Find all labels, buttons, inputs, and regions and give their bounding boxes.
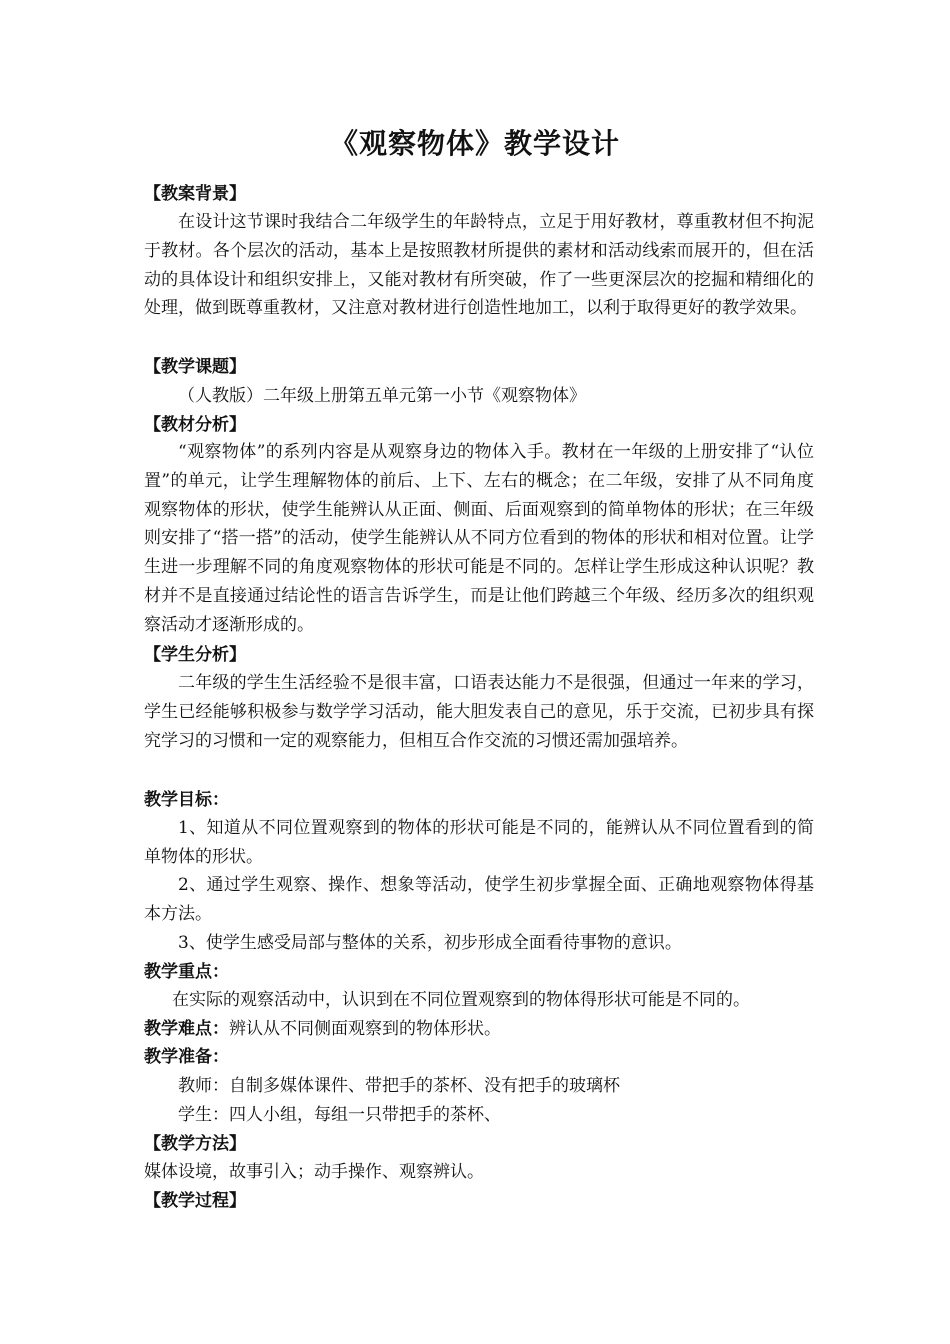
section-heading-material-analysis: 【教材分析】 [144, 415, 246, 435]
student-analysis-paragraph: 二年级的学生生活经验不是很丰富，口语表达能力不是很强，但通过一年来的学习，学生已经能够积极参与数学学习活动，能大胆发表自己的意见，乐于交流，已初步具有探究学习的习惯和一定的观察能力，但相互合作交流的习惯还需加强培养。 [144, 673, 814, 751]
section-heading-process: 【教学过程】 [144, 1191, 246, 1211]
difficulty-line [144, 1015, 814, 1043]
topic-text: （人教版）二年级上册第五单元第一小节《观察物体》 [178, 386, 586, 406]
objective-item-1: 1、知道从不同位置观察到的物体的形状可能是不同的，能辨认从不同位置看到的简单物体的形状。 [144, 818, 814, 867]
section-heading-background: 【教案背景】 [144, 184, 246, 204]
key-point-text: 在实际的观察活动中，认识到在不同位置观察到的物体得形状可能是不同的。 [172, 990, 750, 1010]
difficulty-text: 辨认从不同侧面观察到的物体形状。 [229, 1019, 501, 1039]
section-heading-topic: 【教学课题】 [144, 357, 246, 377]
objective-item-3: 3、使学生感受局部与整体的关系，初步形成全面看待事物的意识。 [178, 933, 682, 953]
section-heading-method: 【教学方法】 [144, 1134, 246, 1154]
difficulty-label: 教学难点： [144, 1019, 229, 1039]
method-text: 媒体设境，故事引入；动手操作、观察辨认。 [144, 1162, 484, 1182]
preparation-teacher: 教师：自制多媒体课件、带把手的茶杯、没有把手的玻璃杯 [178, 1076, 620, 1096]
material-analysis-paragraph: “观察物体”的系列内容是从观察身边的物体入手。教材在一年级的上册安排了“认位置”的单元，让学生理解物体的前后、上下、左右的概念；在二年级，安排了从不同角度观察物体的形状，使学生能辨认从正面、侧面、后面观察到的简单物体的形状；在三年级则安排了“搭一搭”的活动，使学生能辨认从不同方位看到的物体的形状和相对位置。让学生进一步理解不同的角度观察物体的形状可能是不同的。怎样让学生形成这种认识呢？教材并不是直接通过结论性的语言告诉学生，而是让他们跨越三个年级、经历多次的组织观察活动才逐渐形成的。 [144, 442, 814, 635]
preparation-student: 学生：四人小组，每组一只带把手的茶杯、 [178, 1105, 501, 1125]
section-heading-student-analysis: 【学生分析】 [144, 645, 246, 665]
background-paragraph: 在设计这节课时我结合二年级学生的年龄特点，立足于用好教材，尊重教材但不拘泥于教材。各个层次的活动，基本上是按照教材所提供的素材和活动线索而展开的，但在活动的具体设计和组织安排上，又能对教材有所突破，作了一些更深层次的挖掘和精细化的处理，做到既尊重教材，又注意对教材进行创造性地加工，以利于取得更好的教学效果。 [144, 212, 814, 319]
section-heading-key-point: 教学重点： [144, 962, 229, 982]
document-title: 《观察物体》教学设计 [329, 127, 620, 160]
section-heading-objectives: 教学目标： [144, 790, 229, 810]
objective-item-2: 2、通过学生观察、操作、想象等活动，使学生初步掌握全面、正确地观察物体得基本方法。 [144, 875, 814, 924]
section-heading-preparation: 教学准备： [144, 1047, 229, 1067]
